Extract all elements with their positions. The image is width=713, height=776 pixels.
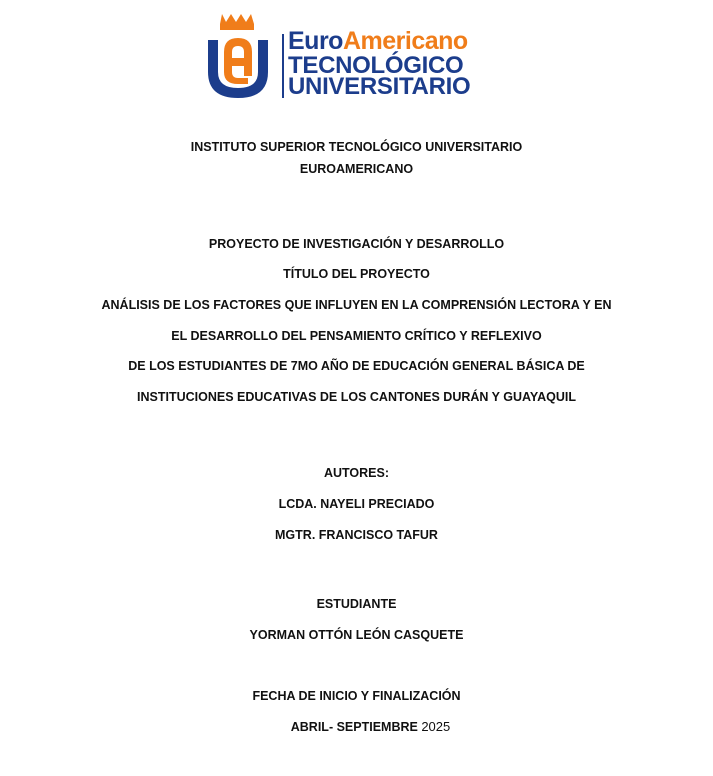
logo-line-2: TECNOLÓGICO [288,52,464,79]
logo-emblem-icon [198,12,278,104]
project-type: PROYECTO DE INVESTIGACIÓN Y DESARROLLO [208,237,505,251]
project-title-line: DE LOS ESTUDIANTES DE 7MO AÑO DE EDUCACIÓN GENERAL BÁSICA DE [128,359,585,373]
student-label: ESTUDIANTE [316,597,397,611]
logo-line-1: EuroAmericano [288,27,468,55]
logo-divider [282,34,284,98]
author-name: LCDA. NAYELI PRECIADO [278,497,435,511]
dates-range [0,720,713,734]
institution-name-line-2: EUROAMERICANO [299,162,414,176]
project-title-line: INSTITUCIONES EDUCATIVAS DE LOS CANTONES DURÁN Y GUAYAQUIL [137,390,576,404]
author-name: MGTR. FRANCISCO TAFUR [275,528,438,542]
institution-name-line-1: INSTITUTO SUPERIOR TECNOLÓGICO UNIVERSITARIO [190,140,523,154]
project-title-line: EL DESARROLLO DEL PENSAMIENTO CRÍTICO Y REFLEXIVO [171,329,542,343]
authors-label: AUTORES: [323,466,390,480]
institution-logo [198,12,498,104]
dates-label: FECHA DE INICIO Y FINALIZACIÓN [252,689,461,703]
dates-year: 2025 [421,719,451,734]
dates-months: ABRIL- SEPTIEMBRE [290,720,418,734]
logo-line-3: UNIVERSITARIO [288,73,471,100]
project-title-label: TÍTULO DEL PROYECTO [283,267,430,281]
student-name: YORMAN OTTÓN LEÓN CASQUETE [249,628,464,642]
project-title-line: ANÁLISIS DE LOS FACTORES QUE INFLUYEN EN LA COMPRENSIÓN LECTORA Y EN [101,298,612,312]
